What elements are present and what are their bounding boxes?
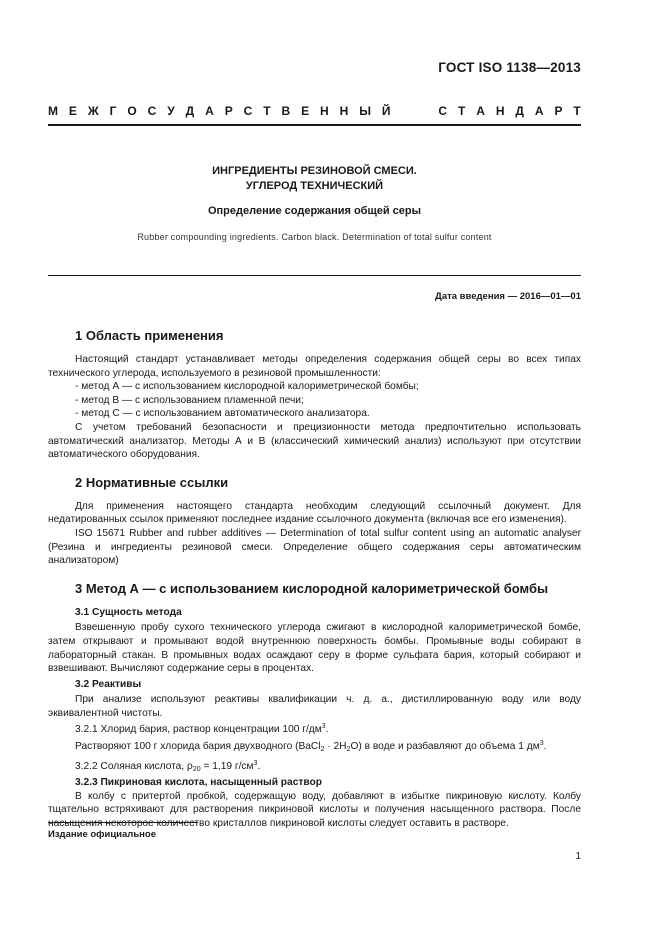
item-3-2-3-text: В колбу с притертой пробкой, содержащую воду, добавляют в избытке пикриновую кислоту. Колбу тщательно встряхивают для растворения пикриновой кислоты и получения насыщенного раствора. После насыщения некоторое количество кристаллов пикриновой кислоты следует оставить в растворе. [48,790,581,830]
top-rule [48,124,581,126]
banner-letter: Ж [87,104,99,118]
banner-letter: Н [339,104,349,118]
title-line-2: УГЛЕРОД ТЕХНИЧЕСКИЙ [245,180,384,192]
middle-rule [48,275,581,276]
section-1-heading: 1 Область применения [75,328,224,343]
section-1-paragraph: С учетом требований безопасности и прецизионности метода предпочтительно использовать автоматический анализатор. Методы А и В (классический химический анализ) используют при отсутствии автоматического оборудования. [48,421,581,461]
banner-letter: Е [68,104,77,118]
banner-letter: А [534,104,544,118]
section-2-paragraph: ISO 15671 Rubber and rubber additives — Determination of total sulfur content using an automatic analyser (Резина и ингредиенты резиновой смеси. Определение общего содержания серы автоматическим анализатором) [48,527,581,567]
banner-letter: Д [515,104,524,118]
banner-letter: С [243,104,253,118]
banner-letter: Т [457,104,466,118]
section-2-paragraph: Для применения настоящего стандарта необходим следующий ссылочный документ. Для недатированных ссылок применяют последнее издание ссылочного документа (включая все его изменения). [48,500,581,526]
english-title: Rubber compounding ingredients. Carbon black. Determination of total sulfur content [137,232,492,242]
subsection-3-1-text: Взвешенную пробу сухого технического углерода сжигают в кислородной калориметрической бомбе, затем открывают и промывают водой внутреннюю поверхность бомбы. Промывные воды собирают в лабораторный стакан. В промывных водах осаждают серу в форме сульфата бария, который собирают и взвешивают. Вычисляют содержание серы в процентах. [48,622,581,675]
banner-letter: Н [320,104,329,118]
section-3-heading: 3 Метод А — с использованием кислородной калориметрической бомбы [75,580,549,596]
banner-letter: А [205,104,214,118]
banner-letter: Р [224,104,233,118]
banner-letter: Т [573,104,581,118]
standard-banner [48,104,581,118]
section-2-heading: 2 Нормативные ссылки [75,474,229,490]
banner-letter: С [147,104,157,118]
subsection-3-1-heading: 3.1 Сущность метода [75,606,182,618]
banner-letter: Е [301,104,310,118]
edition-note: Издание официальное [48,829,156,840]
banner-letter: С [438,104,448,118]
banner-letter: Г [109,104,117,118]
list-item: - метод В — с использованием пламенной печи; [75,394,304,406]
banner-letter: Т [263,104,271,118]
banner-letter: Р [554,104,563,118]
item-3-2-1: 3.2.1 Хлорид бария, раствор концентрации 100 $г/дм^3$. [75,723,329,736]
banner-letter: О [127,104,137,118]
item-3-2-2: 3.2.2 Соляная кислота, $\rho_{20} = 1,19$ $г/см^3$. [75,759,261,773]
subsection-3-2-heading: 3.2 Реактивы [75,678,142,690]
footer-rule [48,822,198,823]
list-item: - метод С — с использованием автоматического анализатора. [75,408,370,420]
banner-letter: М [48,104,58,118]
barium-chloride-preparation: Растворяют 100 г хлорида бария двухводного (BaCl$_2$ · $2H_2O$) в воде и разбавляют до объема 1 $дм^3$. [75,740,547,754]
banner-letter: Ы [359,104,371,118]
standard-code: ГОСТ ISO 1138—2013 [438,60,581,75]
document-body [48,328,581,831]
banner-gap [401,104,427,118]
banner-letter: Н [495,104,505,118]
banner-letter: В [281,104,291,118]
list-item: - метод А — с использованием кислородной калориметрической бомбы; [75,381,419,393]
banner-letter: Й [381,104,391,118]
introduction-date: Дата введения — 2016—01—01 [435,291,581,302]
banner-letter: Д [185,104,195,118]
item-3-2-3-heading: 3.2.3 Пикриновая кислота, насыщенный раствор [75,777,322,789]
subsection-3-2-text: При анализе используют реактивы квалификации ч. д. а., дистиллированную воду или воду эквивалентной чистоты. [48,694,581,719]
section-1-paragraph: Настоящий стандарт устанавливает методы определения содержания общей серы во всех типах технического углерода, используемого в резиновой промышленности: [48,354,581,379]
document-subtitle: Определение содержания общей серы [207,205,422,217]
page-number: 1 [575,851,581,862]
document-title [48,164,581,194]
banner-letter: А [476,104,485,118]
banner-letter: У [167,104,175,118]
title-line-1: ИНГРЕДИЕНТЫ РЕЗИНОВОЙ СМЕСИ. [212,165,417,177]
